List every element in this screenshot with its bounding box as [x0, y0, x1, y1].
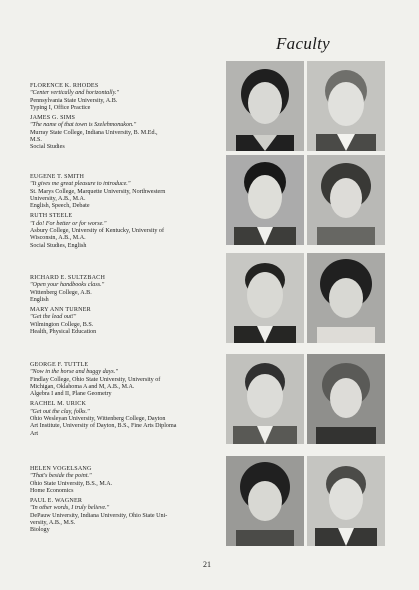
portrait-photo: [226, 354, 304, 444]
faculty-name: JAMES G. SIMS: [30, 115, 76, 122]
faculty-subjects: English: [30, 296, 49, 303]
faculty-quote: "It gives me great pleasure to introduce.": [30, 181, 131, 188]
faculty-name: RICHARD E. SULTZBACH: [30, 275, 106, 281]
faculty-subjects: Health, Physical Education: [30, 329, 97, 336]
page-number: 21: [203, 560, 211, 569]
faculty-subjects: Social Studies: [30, 144, 65, 151]
faculty-name: GEORGE F. TUTTLE: [30, 362, 89, 368]
faculty-entry-group-3: [30, 275, 220, 339]
faculty-degree: Wisconsin, A.B., M.A.: [30, 235, 86, 242]
faculty-entry: [30, 307, 220, 336]
portrait-photo: [226, 155, 304, 245]
faculty-quote: "The name of that town is Szelehmonukon.": [30, 122, 137, 129]
faculty-quote: "I do! For better or for worse.": [30, 220, 107, 227]
portrait-photo: [307, 155, 385, 245]
faculty-subjects: Biology: [30, 527, 50, 534]
faculty-name: MARY ANN TURNER: [30, 307, 91, 314]
faculty-quote: "Get out the clay, folks.": [30, 408, 90, 415]
faculty-entry: [30, 174, 220, 210]
faculty-degree: Michigan, Oklahoma A and M, A.B., M.A.: [30, 383, 135, 390]
faculty-degree: versity, A.B., M.S.: [30, 520, 76, 527]
faculty-education: Wilmington College, B.S.: [30, 321, 94, 328]
faculty-quote: "That's beside the point.": [30, 473, 92, 480]
faculty-name: PAUL E. WAGNER: [30, 498, 83, 505]
portrait-photo: [307, 354, 385, 444]
faculty-education: St. Marys College, Marquette University, Northwestern: [30, 188, 166, 195]
portrait-photo: [226, 456, 304, 546]
faculty-subjects: Home Economics: [30, 487, 74, 494]
faculty-quote: "Get the lead out!": [30, 314, 77, 321]
page-title: Faculty: [276, 34, 331, 53]
portrait-photo: [226, 61, 304, 151]
faculty-entry: [30, 362, 220, 398]
faculty-subjects: Algebra I and II, Plane Geometry: [30, 391, 112, 398]
faculty-education: Pennsylvania State University, A.B.: [30, 97, 118, 104]
faculty-education: Ohio State University, B.S., M.A.: [30, 480, 113, 487]
faculty-quote: "Now in the horse and buggy days.": [30, 369, 118, 376]
faculty-name: RACHEL M. URICK: [30, 401, 87, 408]
faculty-degree: Art Institute, University of Dayton, B.S., Fine Arts Diploma: [30, 423, 177, 430]
faculty-entry-group-1: [30, 83, 220, 155]
faculty-entry: [30, 466, 220, 495]
faculty-degree: M.S.: [30, 137, 42, 144]
portrait-photo: [307, 61, 385, 151]
faculty-subjects: Social Studies, English: [30, 242, 87, 249]
faculty-name: RUTH STEELE: [30, 213, 73, 220]
faculty-entry: [30, 115, 220, 151]
faculty-education: DePauw University, Indiana University, Ohio State Uni-: [30, 512, 168, 519]
faculty-entry: [30, 498, 220, 534]
faculty-subjects: English, Speech, Debate: [30, 203, 90, 210]
faculty-subjects: Art: [30, 430, 39, 437]
portrait-photo: [307, 456, 385, 546]
faculty-name: EUGENE T. SMITH: [30, 174, 85, 180]
faculty-education: Wittenberg College, A.B.: [30, 289, 92, 296]
faculty-education: Ohio Wesleyan University, Wittenberg College, Dayton: [30, 416, 166, 423]
portrait-photo: [226, 253, 304, 343]
faculty-entry-group-5: [30, 466, 220, 538]
faculty-education: Asbury College, University of Kentucky, University of: [30, 228, 164, 235]
faculty-entry: [30, 401, 220, 437]
faculty-quote: "Open your handbooks class.": [30, 282, 105, 289]
faculty-quote: "Center vertically and horizontally.": [30, 90, 120, 97]
faculty-entry: [30, 275, 220, 304]
faculty-quote: "In other words, I truly believe.": [30, 505, 110, 512]
faculty-subjects: Typing I, Office Practice: [30, 104, 91, 111]
portrait-photo: [307, 253, 385, 343]
faculty-entry-group-2: [30, 174, 220, 253]
faculty-degree: University, A.B., M.A.: [30, 195, 86, 202]
faculty-entry: [30, 83, 220, 112]
faculty-entry: [30, 213, 220, 249]
faculty-education: Murray State College, Indiana University, B. M.Ed.,: [30, 129, 158, 136]
faculty-entry-group-4: [30, 362, 220, 441]
faculty-name: HELEN VOGELSANG: [30, 466, 92, 472]
faculty-education: Findlay College, Ohio State University, University of: [30, 376, 161, 383]
faculty-name: FLORENCE K. RHODES: [30, 83, 99, 89]
